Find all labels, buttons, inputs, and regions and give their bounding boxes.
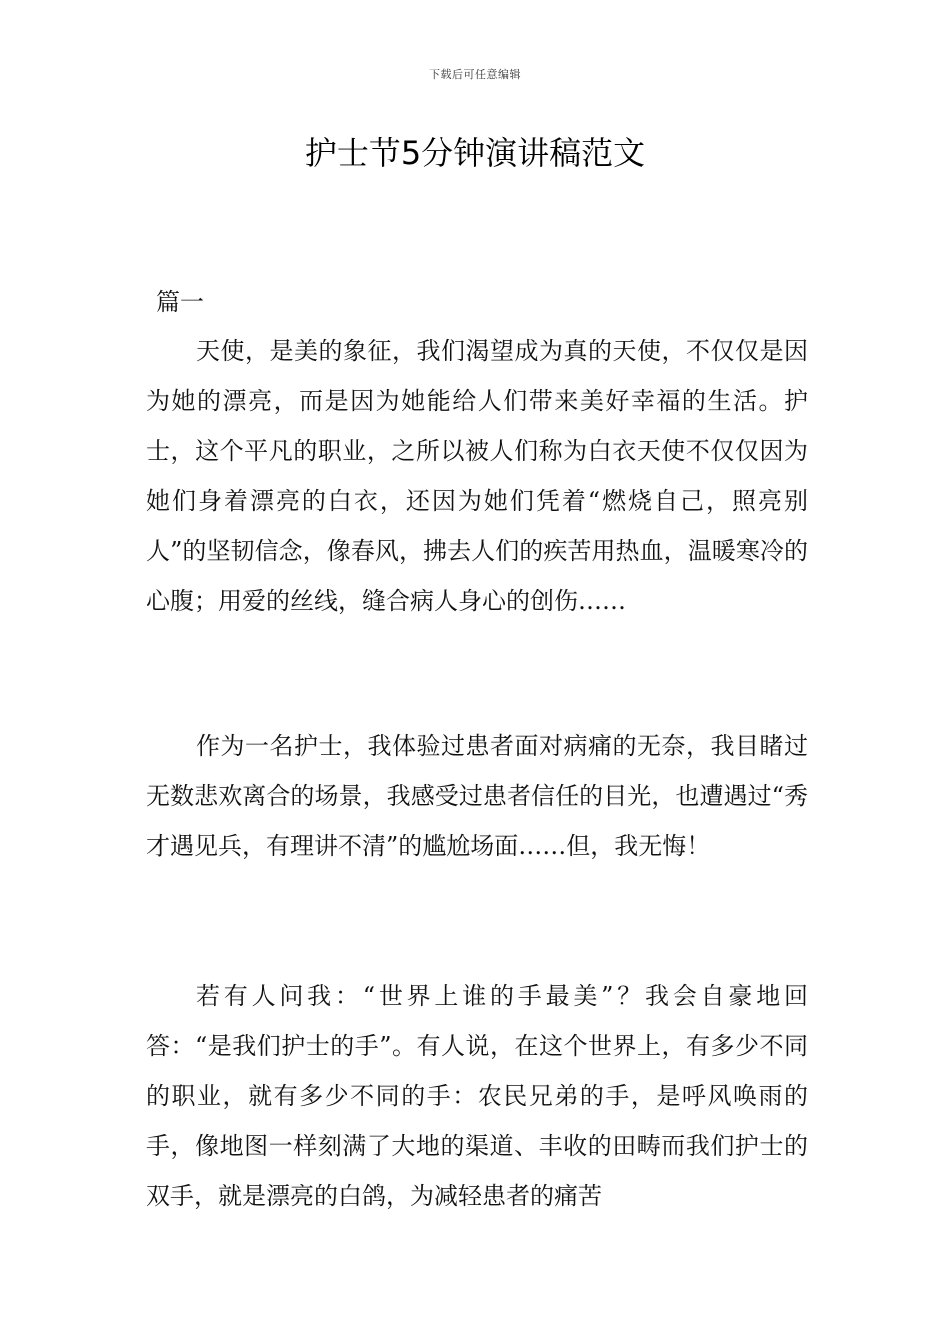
body-paragraph-2: 作为一名护士，我体验过患者面对病痛的无奈，我目睹过无数悲欢离合的场景，我感受过患者信任的目光，也遭遇过“秀才遇见兵，有理讲不清”的尴尬场面……但，我无悔！ bbox=[146, 732, 808, 860]
body-paragraph-3: 若有人问我：“世界上谁的手最美”？我会自豪地回答：“是我们护士的手”。有人说，在这个世界上，有多少不同的职业，就有多少不同的手：农民兄弟的手，是呼风唤雨的手，像地图一样刻满了大地的渠道、丰收的田畴而我们护士的双手，就是漂亮的白鸽，为减轻患者的痛苦 bbox=[146, 982, 808, 1210]
section-heading: 篇一 bbox=[156, 288, 204, 316]
document-title: 护士节5分钟演讲稿范文 bbox=[304, 134, 646, 172]
body-paragraph-1: 天使，是美的象征，我们渴望成为真的天使，不仅仅是因为她的漂亮，而是因为她能给人们带来美好幸福的生活。护士，这个平凡的职业，之所以被人们称为白衣天使不仅仅因为她们身着漂亮的白衣，还因为她们凭着“燃烧自己，照亮别人”的坚韧信念，像春风，拂去人们的疾苦用热血，温暖寒冷的心腹；用爱的丝线，缝合病人身心的创伤…… bbox=[146, 337, 808, 615]
header-note: 下载后可任意编辑 bbox=[429, 68, 521, 81]
